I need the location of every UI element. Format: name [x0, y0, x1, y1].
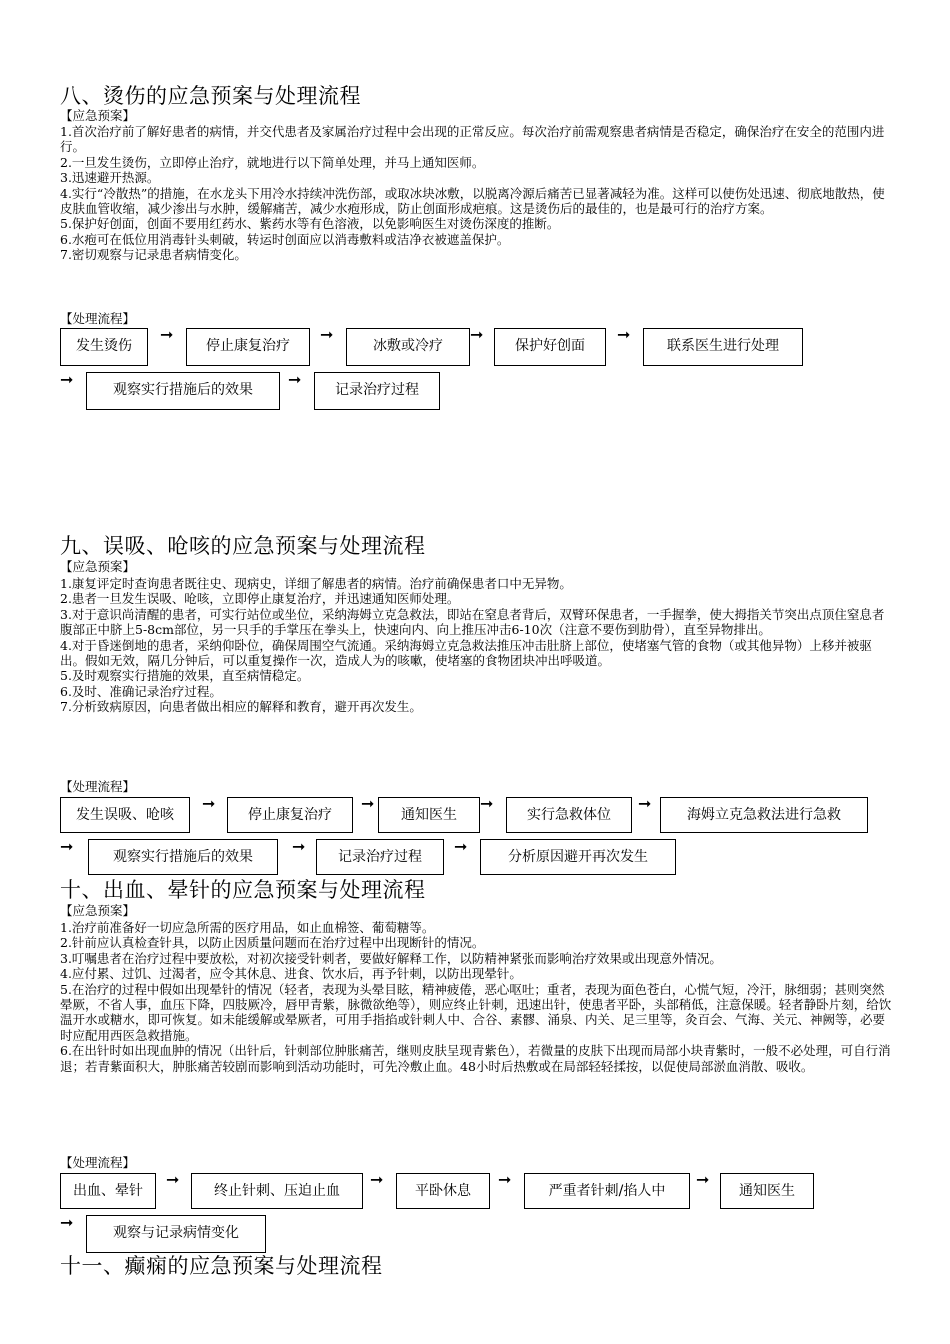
flow-box: 记录治疗过程: [316, 839, 444, 875]
section-10-plan-items: [60, 920, 895, 1074]
section-10-title: 十、出血、晕针的应急预案与处理流程: [60, 878, 426, 902]
arrow-right-icon: ➞: [498, 1170, 512, 1189]
section-9-title: 九、误吸、呛咳的应急预案与处理流程: [60, 534, 426, 558]
flow-box: 分析原因避开再次发生: [480, 839, 676, 875]
plan-item: 2.患者一旦发生误吸、呛咳，立即停止康复治疗，并迅速通知医师处理。: [60, 591, 460, 607]
arrow-right-icon: ➞: [202, 794, 216, 813]
arrow-right-icon: ➞: [60, 1213, 74, 1232]
arrow-right-icon: ➞: [696, 1170, 710, 1189]
section-9-plan-label: 【应急预案】: [60, 559, 136, 574]
plan-item: 3.迅速避开热源。: [60, 170, 160, 186]
plan-item: 4.实行“冷散热”的措施，在水龙头下用冷水持续冲洗伤部，或取冰块冰敷，以脱离冷源后痛苦已显著减轻为准。这样可以使伤处迅速、彻底地散热，使皮肤血管收缩，减少渗出与水肿，缓解痛苦，减少水疱形成，防止创面形成疤痕。这是烫伤后的最佳的，也是最可行的治疗方案。: [60, 185, 885, 217]
plan-item: 5.保护好创面，创面不要用红药水、紫药水等有色溶液，以免影响医生对烫伤深度的推断。: [60, 216, 560, 232]
flow-box: 出血、晕针: [60, 1173, 156, 1209]
flow-box: 严重者针刺/掐人中: [524, 1173, 690, 1209]
flow-box: 观察实行措施后的效果: [86, 372, 280, 410]
arrow-right-icon: ➞: [292, 837, 306, 856]
plan-item: 2.针前应认真检查针具，以防止因质量问题而在治疗过程中出现断针的情况。: [60, 935, 485, 951]
arrow-right-icon: ➞: [288, 370, 302, 389]
plan-item: 5.在治疗的过程中假如出现晕针的情况（轻者，表现为头晕目眩，精神疲倦，恶心呕吐；重者，表现为面色苍白，心慌气短，冷汗，脉细弱；甚则突然晕厥，不省人事，血压下降，四肢厥冷，唇甲青紫，脉微欲绝等），则应终止针刺，迅速出针，使患者平卧，头部稍低，注意保暖。轻者静卧片刻，给饮温开水或糖水，即可恢复。如未能缓解或晕厥者，可用手指掐或针刺人中、合谷、素髎、涌泉、内关、足三里等，灸百会、气海、关元、神阙等，必要时应配用西医急救措施。: [60, 981, 892, 1043]
section-8-plan-items: [60, 124, 895, 263]
plan-item: 2.一旦发生烫伤，立即停止治疗，就地进行以下简单处理，并马上通知医师。: [60, 154, 485, 170]
section-9-plan-items: [60, 576, 895, 715]
flow-box: 停止康复治疗: [227, 797, 353, 833]
plan-item: 7.密切观察与记录患者病情变化。: [60, 247, 247, 263]
plan-item: 6.水疱可在低位用消毒针头刺破，转运时创面应以消毒敷料或洁净衣被遮盖保护。: [60, 231, 510, 247]
arrow-right-icon: ➞: [361, 794, 375, 813]
section-10-flow-label: 【处理流程】: [60, 1155, 136, 1170]
plan-item: 6.在出针时如出现血肿的情况（出针后，针刺部位肿胀痛苦，继则皮肤呈现青紫色），若微量的皮肤下出现而局部小块青紫时，一般不必处理，可自行消退；若青紫面积大，肿胀痛苦较剧而影响到活动功能时，可先冷敷止血。48小时后热敷或在局部轻轻揉按，以促使局部淤血消散、吸收。: [60, 1043, 891, 1074]
plan-item: 3.对于意识尚清醒的患者，可实行站位或坐位，采纳海姆立克急救法，即站在窒息者背后，双臂环保患者，一手握拳，使大拇指关节突出点顶住窒息者腹部正中脐上5-8cm部位，另一只手的手掌压在拳头上，快速向内、向上推压冲击6-10次（注意不要伤到肋骨），直至异物排出。: [60, 606, 885, 638]
arrow-right-icon: ➞: [480, 794, 494, 813]
arrow-right-icon: ➞: [160, 325, 174, 344]
plan-item: 3.叮嘱患者在治疗过程中要放松，对初次接受针刺者，要做好解释工作，以防精神紧张而影响治疗效果或出现意外情况。: [60, 950, 722, 966]
flow-box: 观察与记录病情变化: [86, 1215, 266, 1253]
plan-item: 1.康复评定时查询患者既往史、现病史，详细了解患者的病情。治疗前确保患者口中无异物。: [60, 576, 572, 591]
arrow-right-icon: ➞: [370, 1170, 384, 1189]
arrow-right-icon: ➞: [638, 794, 652, 813]
flow-box: 终止针刺、压迫止血: [191, 1173, 363, 1209]
flow-box: 联系医生进行处理: [643, 328, 803, 366]
flow-box: 记录治疗过程: [314, 372, 440, 410]
arrow-right-icon: ➞: [60, 370, 74, 389]
section-8-title: 八、烫伤的应急预案与处理流程: [60, 84, 361, 108]
arrow-right-icon: ➞: [60, 837, 74, 856]
flow-box: 实行急救体位: [506, 797, 632, 833]
flow-box: 平卧休息: [396, 1173, 490, 1209]
flow-box: 冰敷或冷疗: [346, 328, 470, 366]
plan-item: 4.应付累、过饥、过渴者，应令其休息、进食、饮水后，再予针刺，以防出现晕针。: [60, 966, 522, 982]
section-9-flow-label: 【处理流程】: [60, 779, 136, 794]
section-11-title: 十一、癫痫的应急预案与处理流程: [60, 1254, 383, 1278]
section-8-plan-label: 【应急预案】: [60, 108, 136, 123]
flow-box: 发生烫伤: [60, 328, 148, 366]
arrow-right-icon: ➞: [320, 325, 334, 344]
arrow-right-icon: ➞: [617, 325, 631, 344]
plan-item: 4.对于昏迷倒地的患者，采纳仰卧位，确保周围空气流通。采纳海姆立克急救法推压冲击肚脐上部位，使堵塞气管的食物（或其他异物）上移并被驱出。假如无效，隔几分钟后，可以重复操作一次，造成人为的咳嗽，使堵塞的食物团块冲出呼吸道。: [60, 637, 872, 669]
arrow-right-icon: ➞: [454, 837, 468, 856]
flow-box: 海姆立克急救法进行急救: [660, 797, 868, 833]
flow-box: 发生误吸、呛咳: [60, 797, 190, 833]
section-8-flow-label: 【处理流程】: [60, 311, 136, 326]
plan-item: 6.及时、准确记录治疗过程。: [60, 683, 222, 699]
plan-item: 7.分析致病原因，向患者做出相应的解释和教育，避开再次发生。: [60, 699, 422, 715]
flow-box: 通知医生: [720, 1173, 814, 1209]
section-10-plan-label: 【应急预案】: [60, 903, 136, 918]
arrow-right-icon: ➞: [166, 1170, 180, 1189]
flow-box: 停止康复治疗: [186, 328, 310, 366]
flow-box: 保护好创面: [494, 328, 606, 366]
plan-item: 1.治疗前准备好一切应急所需的医疗用品，如止血棉签、葡萄糖等。: [60, 920, 435, 935]
arrow-right-icon: ➞: [470, 325, 484, 344]
plan-item: 5.及时观察实行措施的效果，直至病情稳定。: [60, 668, 310, 684]
flow-box: 通知医生: [378, 797, 480, 833]
flow-box: 观察实行措施后的效果: [88, 839, 278, 875]
plan-item: 1.首次治疗前了解好患者的病情，并交代患者及家属治疗过程中会出现的正常反应。每次治疗前需观察患者病情是否稳定，确保治疗在安全的范围内进行。: [60, 124, 885, 155]
